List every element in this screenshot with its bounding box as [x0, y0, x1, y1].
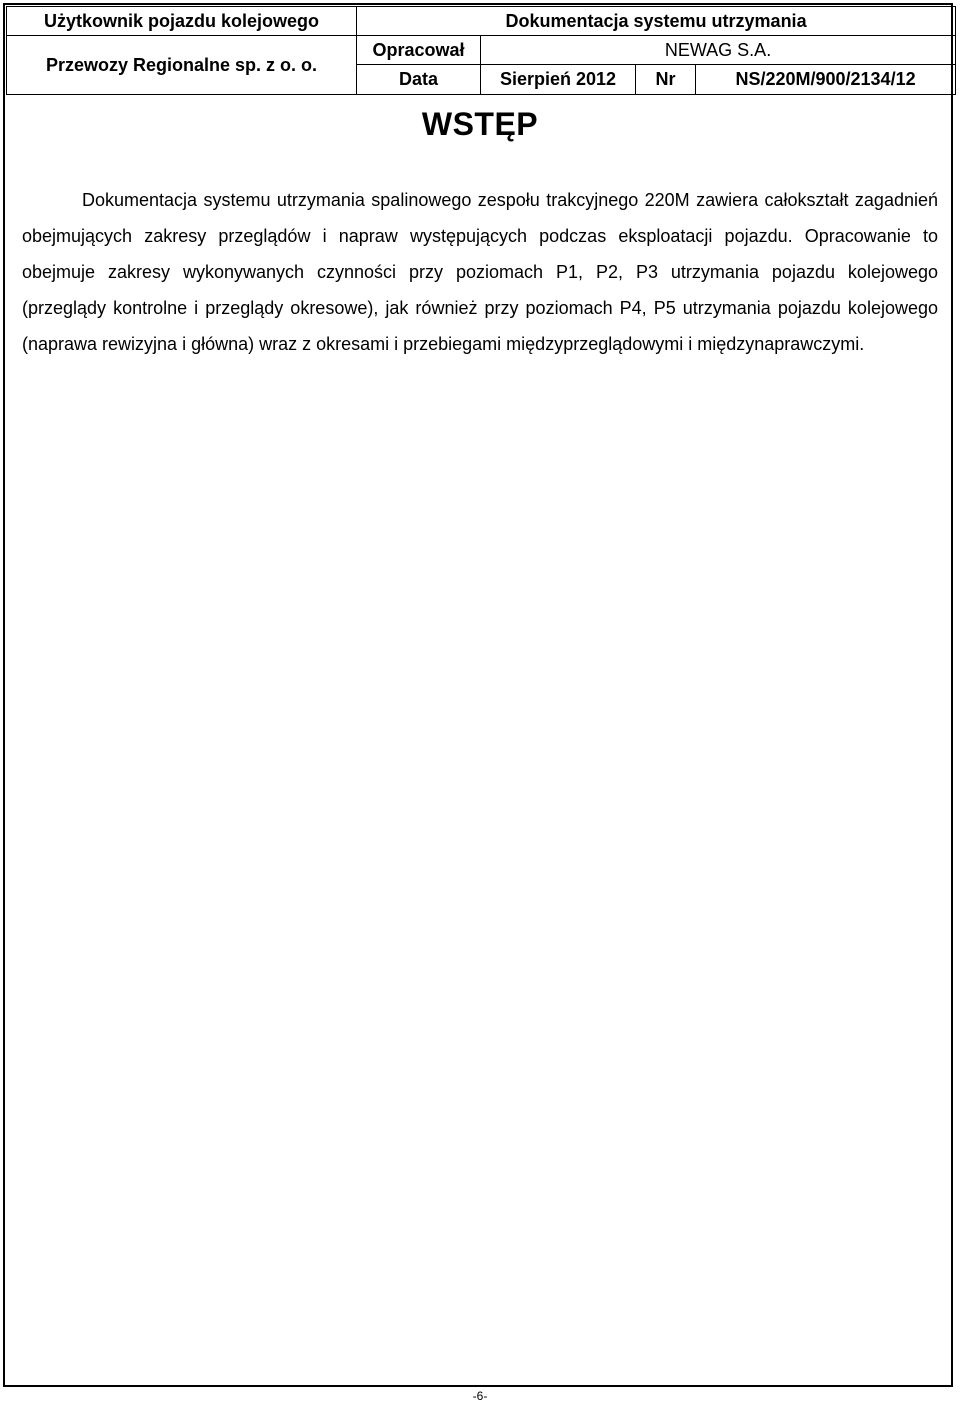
- prepared-by-label-cell: Opracował: [357, 36, 481, 65]
- body-paragraph: Dokumentacja systemu utrzymania spalinowego zespołu trakcyjnego 220M zawiera całokształt zagadnień obejmujących zakresy przeglądów i napraw występujących podczas eksploatacji pojazdu. Opracowanie to obejmuje zakresy wykonywanych czynności przy poziomach P1, P2, P3 utrzymania pojazdu kolejowego (przeglądy kontrolne i przeglądy okresowe), jak również przy poziomach P4, P5 utrzymania pojazdu kolejowego (naprawa rewizyjna i główna) wraz z okresami i przebiegami międzyprzeglądowymi i międzynaprawczymi.: [22, 190, 938, 354]
- page-number: -6-: [472, 1389, 488, 1403]
- document-header-table: [6, 6, 956, 95]
- section-title: WSTĘP: [421, 106, 539, 142]
- date-value-cell: Sierpień 2012: [481, 65, 636, 95]
- date-label-cell: Data: [357, 65, 481, 95]
- user-name-cell: Przewozy Regionalne sp. z o. o.: [7, 36, 357, 95]
- prepared-by-value-cell: NEWAG S.A.: [481, 36, 956, 65]
- doc-title-cell: Dokumentacja systemu utrzymania: [357, 7, 956, 36]
- number-value-cell: NS/220M/900/2134/12: [696, 65, 956, 95]
- user-label-cell: Użytkownik pojazdu kolejowego: [7, 7, 357, 36]
- number-label-cell: Nr: [636, 65, 696, 95]
